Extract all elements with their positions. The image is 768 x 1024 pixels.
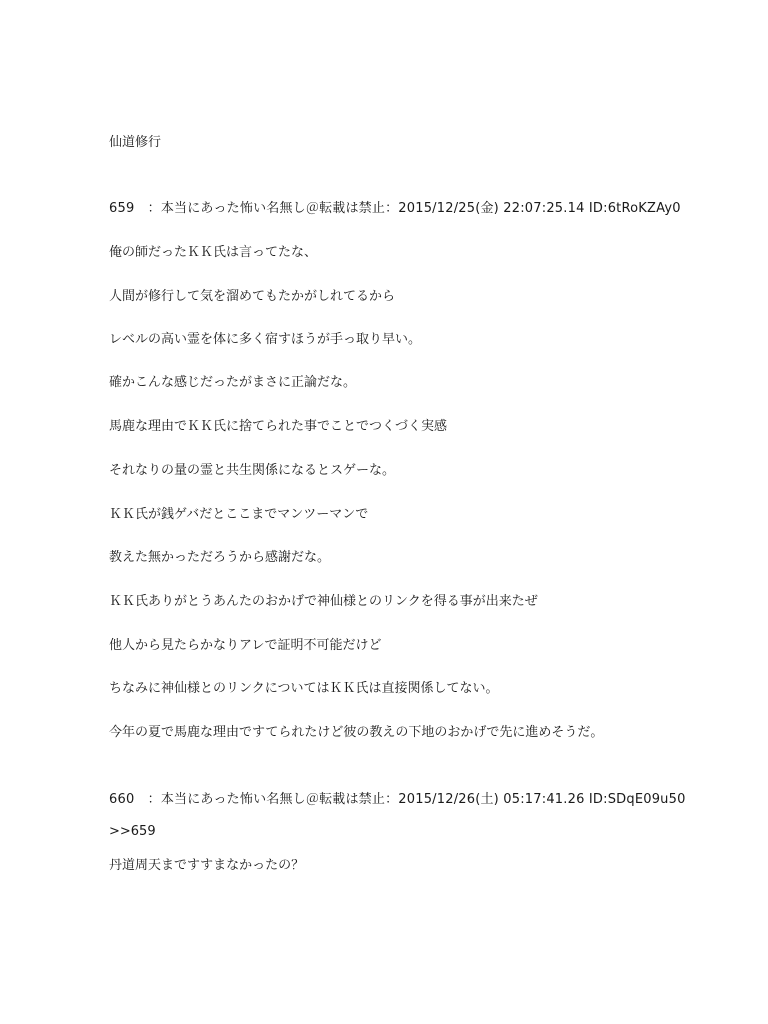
reply-anchor-link[interactable]: >>659 <box>109 824 156 839</box>
post-line: 馬鹿な理由でＫＫ氏に捨てられた事でことでつくづく実感 <box>109 419 448 434</box>
post-line: 教えた無かっただろうから感謝だな。 <box>109 550 331 565</box>
post-line: 確かこんな感じだったがまさに正論だな。 <box>109 375 357 390</box>
post-line: ちなみに神仙様とのリンクについてはＫＫ氏は直接関係してない。 <box>109 681 499 696</box>
document-title: 仙道修行 <box>109 135 162 150</box>
post-header-659: 659 ：本当にあった怖い名無し＠転載は禁止：2015/12/25(金) 22:07:25.14 ID:6tRoKZAy0 <box>109 201 681 216</box>
post-line: 他人から見たらかなりアレで証明不可能だけど <box>109 638 382 653</box>
post-line: 俺の師だったＫＫ氏は言ってたな、 <box>109 245 318 260</box>
post-line: 今年の夏で馬鹿な理由ですてられたけど彼の教えの下地のおかげで先に進めそうだ。 <box>109 725 604 740</box>
post-header-660: 660 ：本当にあった怖い名無し＠転載は禁止：2015/12/26(土) 05:17:41.26 ID:SDqE09u50 <box>109 792 686 807</box>
post-line: ＫＫ氏が銭ゲバだとここまでマンツーマンで <box>109 507 369 522</box>
post-line: 人間が修行して気を溜めてもたかがしれてるから <box>109 289 396 304</box>
post-line: 丹道周天まですすまなかったの？ <box>109 858 305 873</box>
post-line: ＫＫ氏ありがとうあんたのおかげで神仙様とのリンクを得る事が出来たぜ <box>109 594 538 609</box>
post-line: レベルの高い霊を体に多く宿すほうが手っ取り早い。 <box>109 332 422 347</box>
post-line: それなりの量の霊と共生関係になるとスゲーな。 <box>109 463 396 478</box>
